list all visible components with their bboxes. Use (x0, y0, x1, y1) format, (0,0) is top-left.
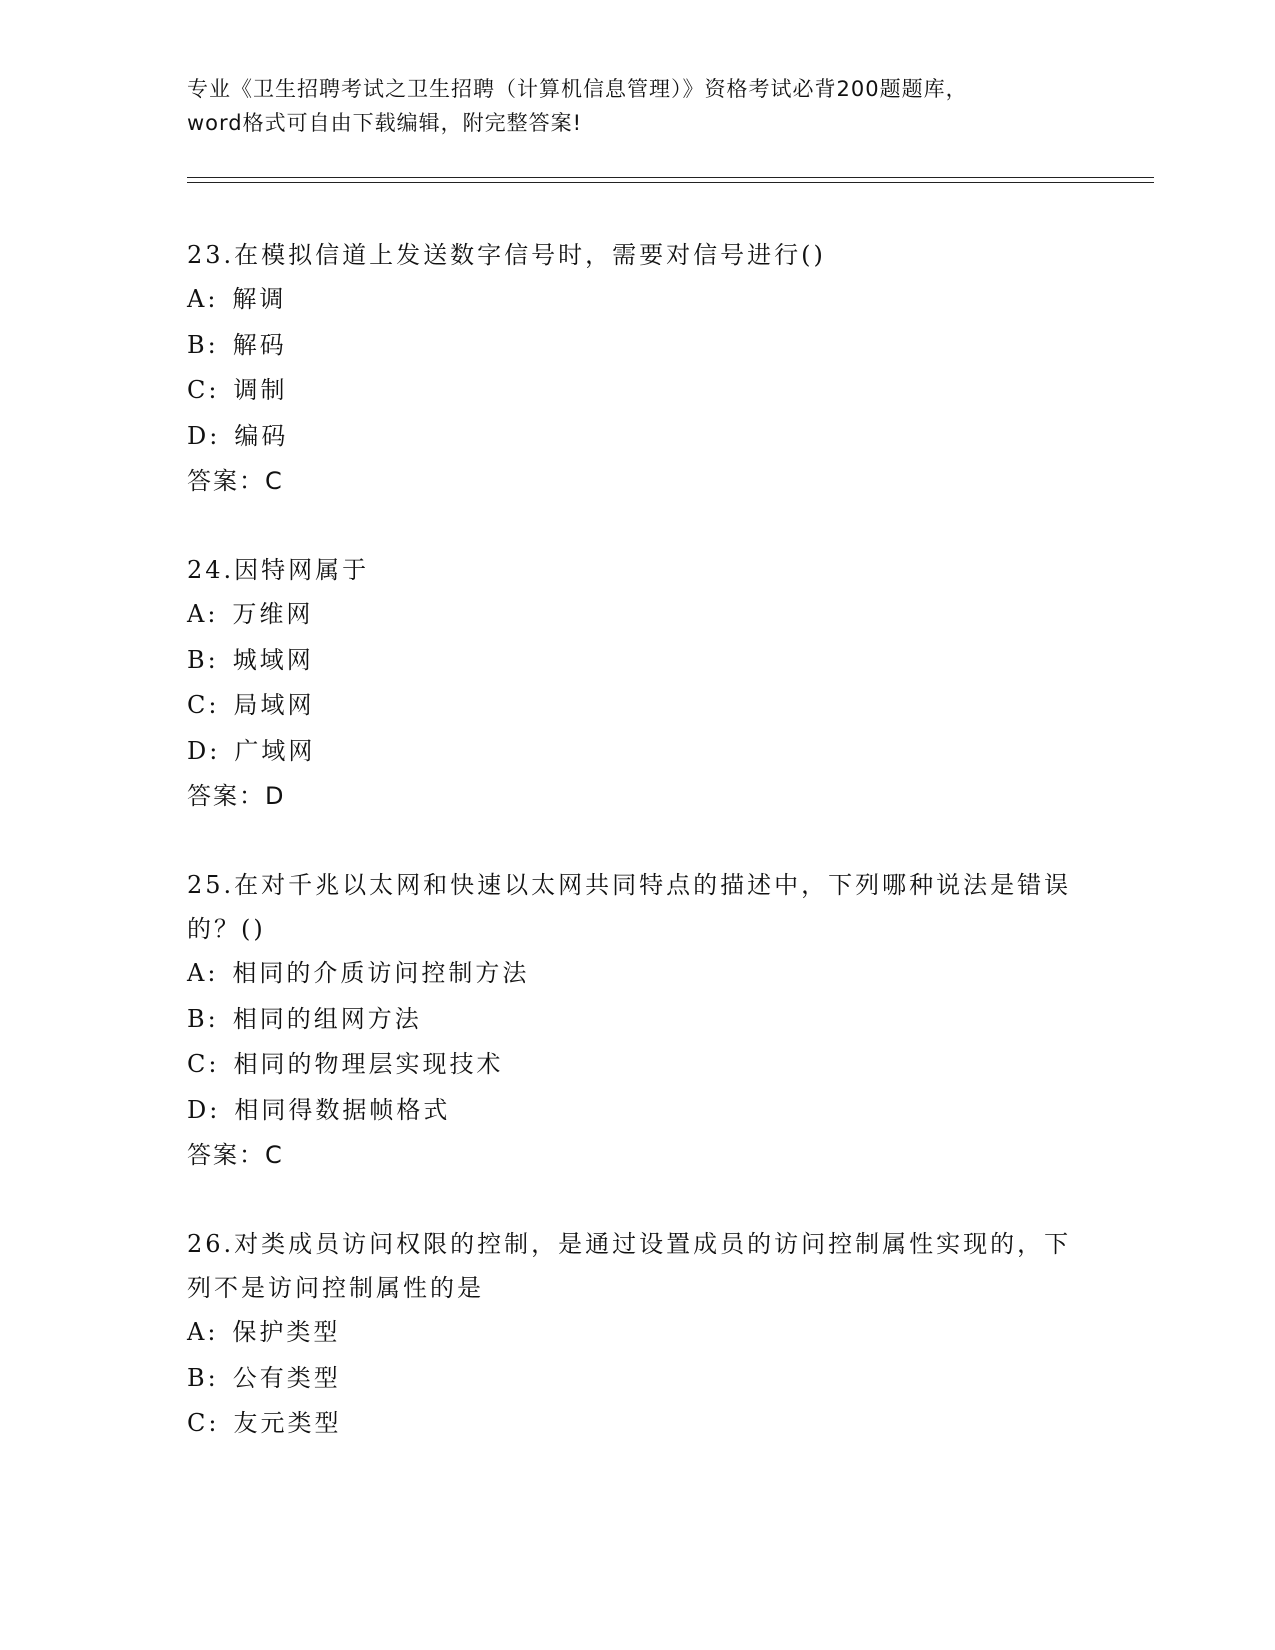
option-text: 调制 (233, 376, 288, 404)
option-key: D: (187, 1095, 221, 1124)
answer: 答案：D (187, 782, 286, 810)
option-key: C: (187, 1050, 220, 1078)
option-a (187, 277, 1087, 323)
option-key: A: (187, 1318, 219, 1346)
option-b (187, 997, 1087, 1043)
option-key: B: (187, 330, 219, 359)
option-text: 友元类型 (233, 1409, 342, 1437)
option-key: B: (187, 645, 219, 674)
answer: 答案：C (187, 467, 284, 495)
header-divider (187, 177, 1154, 178)
option-text: 相同的介质访问控制方法 (232, 959, 530, 987)
option-key: A: (187, 600, 219, 628)
option-a (187, 1310, 1087, 1356)
option-c (187, 1042, 1087, 1088)
option-text: 解调 (232, 285, 287, 313)
header-line-1: 专业《卫生招聘考试之卫生招聘（计算机信息管理）》资格考试必背200题题库， (187, 77, 968, 101)
question-26 (187, 1222, 1087, 1447)
header-line-2: word格式可自由下载编辑，附完整答案! (187, 111, 583, 135)
option-text: 相同得数据帧格式 (234, 1095, 451, 1124)
question-stem: 24.因特网属于 (187, 556, 370, 584)
header-divider-double (187, 182, 1154, 183)
option-text: 相同的物理层实现技术 (233, 1050, 504, 1078)
document-header (187, 72, 1087, 140)
option-b (187, 1356, 1087, 1402)
option-key: B: (187, 1363, 219, 1392)
option-c (187, 683, 1087, 729)
option-d (187, 1088, 1087, 1134)
answer: 答案：C (187, 1141, 284, 1169)
option-key: C: (187, 691, 220, 719)
option-key: D: (187, 421, 221, 450)
option-text: 城域网 (232, 645, 314, 674)
option-text: 局域网 (233, 691, 315, 719)
option-text: 公有类型 (232, 1363, 341, 1392)
option-key: C: (187, 376, 220, 404)
option-a (187, 592, 1087, 638)
question-25 (187, 863, 1087, 1178)
option-c (187, 368, 1087, 414)
option-a (187, 951, 1087, 997)
question-23 (187, 233, 1087, 504)
option-key: D: (187, 736, 221, 765)
option-text: 保护类型 (232, 1318, 341, 1346)
option-key: C: (187, 1409, 220, 1437)
option-text: 广域网 (234, 736, 316, 765)
option-key: B: (187, 1004, 219, 1033)
option-key: A: (187, 285, 219, 313)
option-b (187, 323, 1087, 369)
question-stem: 23.在模拟信道上发送数字信号时，需要对信号进行() (187, 241, 826, 269)
option-text: 万维网 (232, 600, 314, 628)
question-stem: 25.在对千兆以太网和快速以太网共同特点的描述中，下列哪种说法是错误的？() (187, 871, 1072, 943)
option-text: 解码 (232, 330, 287, 359)
question-24 (187, 548, 1087, 819)
option-d (187, 414, 1087, 460)
option-c (187, 1401, 1087, 1447)
option-text: 编码 (234, 421, 289, 450)
question-stem: 26.对类成员访问权限的控制，是通过设置成员的访问控制属性实现的，下列不是访问控制属性的是 (187, 1230, 1072, 1302)
question-list (187, 233, 1087, 1491)
option-text: 相同的组网方法 (232, 1004, 422, 1033)
option-d (187, 729, 1087, 775)
option-b (187, 638, 1087, 684)
option-key: A: (187, 959, 219, 987)
